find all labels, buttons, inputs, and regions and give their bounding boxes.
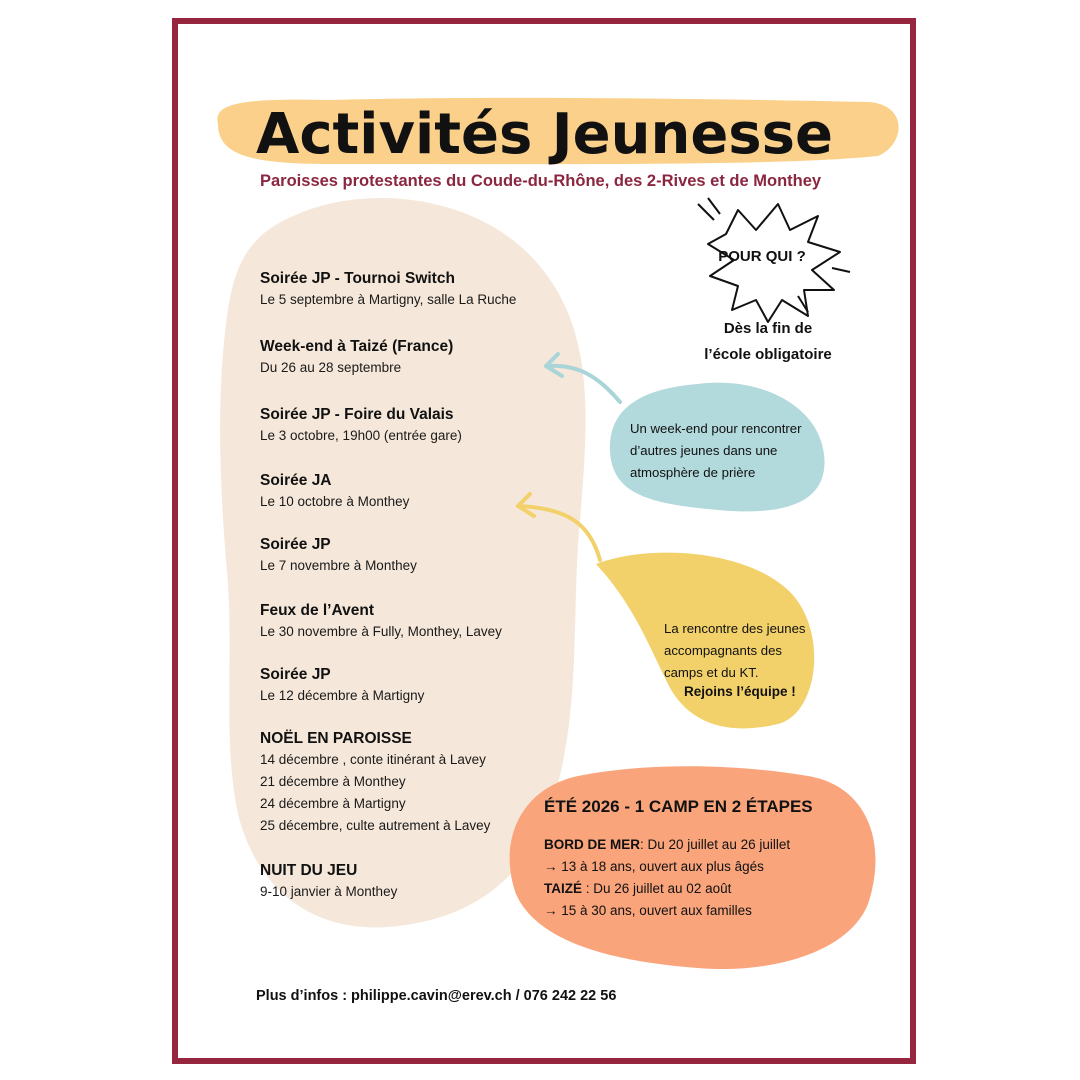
event-detail: Le 12 décembre à Martigny [260,688,425,703]
event-item [260,404,600,447]
event-detail: 14 décembre , conte itinérant à Lavey [260,752,486,767]
note-line: Un week-end pour rencontrer [630,421,802,436]
event-title: Feux de l’Avent [260,602,374,619]
note-line: atmosphère de prière [630,465,756,480]
poster [172,18,916,1064]
event-title: NUIT DU JEU [260,862,358,879]
event-detail: Le 10 octobre à Monthey [260,494,410,509]
event-detail: 9-10 janvier à Monthey [260,884,398,899]
event-title: Soirée JA [260,472,332,489]
event-detail: 21 décembre à Monthey [260,774,406,789]
camp-stage-detail: → 13 à 18 ans, ouvert aux plus âgés [544,859,764,874]
event-detail: Le 5 septembre à Martigny, salle La Ruche [260,292,517,307]
event-title: Soirée JP - Tournoi Switch [260,270,455,287]
taize-note [630,418,830,484]
note-line: La rencontre des jeunes [664,621,806,636]
event-title: Soirée JP - Foire du Valais [260,406,454,423]
join-team-callout: Rejoins l’équipe ! [684,684,796,699]
camp-stage-label: TAIZÉ [544,881,582,896]
starburst-stroke-3 [832,268,850,272]
event-detail: Du 26 au 28 septembre [260,360,402,375]
camp-stage [544,834,790,856]
event-detail: 25 décembre, culte autrement à Lavey [260,818,491,833]
camp-stage [544,878,731,900]
event-title: Week-end à Taizé (France) [260,338,454,355]
feux-note [664,618,834,684]
page-subtitle: Paroisses protestantes du Coude-du-Rhône, des 2-Rives et de Monthey [260,172,822,190]
event-item [260,728,600,837]
camp-stage-detail: → 15 à 30 ans, ouvert aux familles [544,903,752,918]
starburst-stroke-2 [708,198,720,214]
contact-info: Plus d’infos : philippe.cavin@erev.ch / 076 242 22 56 [256,988,617,1004]
page-title: Activités Jeunesse [256,102,833,167]
event-item [260,268,600,311]
who-line: l’école obligatoire [704,346,832,363]
note-line: d’autres jeunes dans une [630,443,778,458]
camp-stage-dates: : Du 20 juillet au 26 juillet [640,837,791,852]
event-item [260,600,600,643]
event-detail: Le 7 novembre à Monthey [260,558,417,573]
event-title: NOËL EN PAROISSE [260,730,412,747]
event-item [260,336,600,379]
event-title: Soirée JP [260,536,331,553]
who-description [678,316,858,368]
who-line: Dès la fin de [723,320,813,337]
event-detail: Le 3 octobre, 19h00 (entrée gare) [260,428,462,443]
event-title: Soirée JP [260,666,331,683]
camp-stage-label: BORD DE MER [544,837,641,852]
starburst-stroke-1 [698,204,714,220]
event-detail: Le 30 novembre à Fully, Monthey, Lavey [260,624,502,639]
camp-title: ÉTÉ 2026 - 1 CAMP EN 2 ÉTAPES [544,797,813,816]
camp-stage-dates: : Du 26 juillet au 02 août [582,881,732,896]
note-line: camps et du KT. [664,665,759,680]
event-item [260,470,600,513]
event-item [260,664,600,707]
who-label: POUR QUI ? [718,248,806,265]
event-item [260,534,600,577]
note-line: accompagnants des [664,643,783,658]
event-detail: 24 décembre à Martigny [260,796,406,811]
